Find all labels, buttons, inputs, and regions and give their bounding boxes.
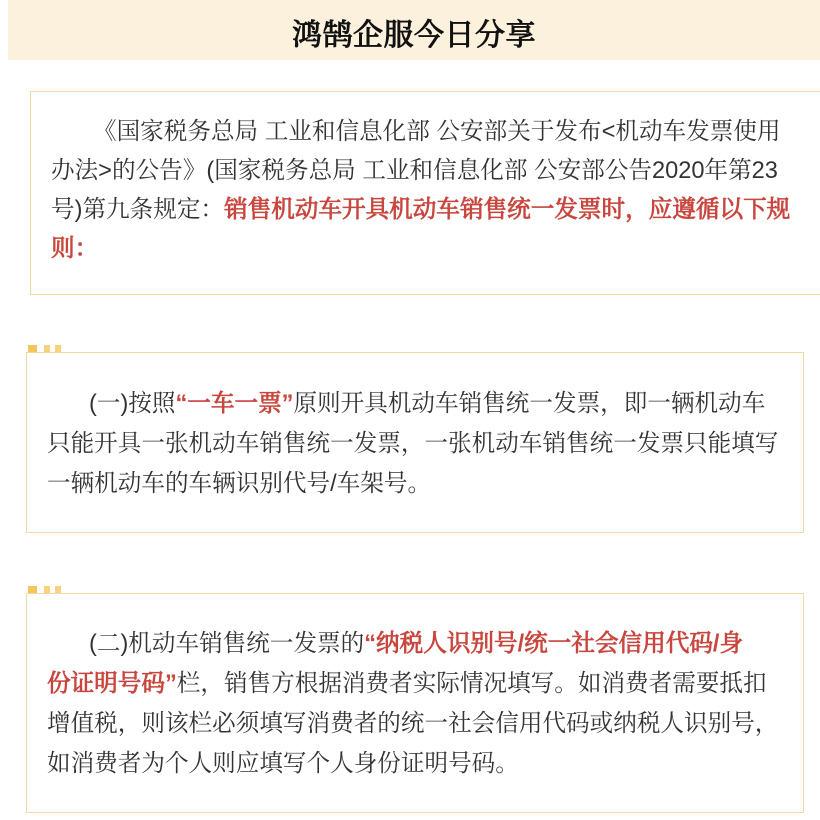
text-run: 号)第九条规定： (51, 197, 225, 223)
text-line (51, 230, 820, 269)
text-run: 增值税，则该栏必须填写消费者的统一社会信用代码或纳税人识别号， (47, 711, 779, 737)
text-line (47, 424, 803, 464)
notice-box (30, 91, 820, 295)
text-line (51, 152, 820, 191)
highlighted-text: 则： (51, 236, 99, 262)
text-line (51, 191, 820, 230)
text-run: 一辆机动车的车辆识别代号/车架号。 (47, 471, 432, 497)
text-run: (一)按照 (89, 391, 176, 417)
text-line (47, 704, 803, 744)
rule-box-2 (26, 593, 804, 813)
text-run: 栏，销售方根据消费者实际情况填写。如消费者需要抵扣 (176, 671, 767, 697)
text-run: 只能开具一张机动车销售统一发票，一张机动车销售统一发票只能填写 (47, 431, 779, 457)
text-run: 《国家税务总局 工业和信息化部 公安部关于发布<机动车发票使用 (93, 119, 781, 145)
text-run: 原则开具机动车销售统一发票，即一辆机动车 (293, 391, 766, 417)
highlighted-text: “一车一票” (175, 391, 294, 417)
rule-box-1 (26, 352, 804, 533)
text-line (47, 664, 803, 704)
text-line (47, 624, 803, 664)
highlighted-text: “纳税人识别号/统一社会信用代码/身 (364, 631, 744, 657)
text-line (47, 384, 803, 424)
text-run: 办法>的公告》(国家税务总局 工业和信息化部 公安部公告2020年第23 (51, 158, 778, 184)
text-run: (二)机动车销售统一发票的 (89, 631, 365, 657)
highlighted-text: 销售机动车开具机动车销售统一发票时，应遵循以下规 (224, 197, 791, 223)
text-run: 如消费者为个人则应填写个人身份证明号码。 (47, 751, 519, 777)
text-line (51, 113, 820, 152)
text-line (47, 464, 803, 504)
header-banner (8, 0, 820, 60)
text-line (47, 744, 803, 784)
highlighted-text: 份证明号码” (47, 671, 177, 697)
page-title: 鸿鹄企服今日分享 (292, 19, 536, 52)
